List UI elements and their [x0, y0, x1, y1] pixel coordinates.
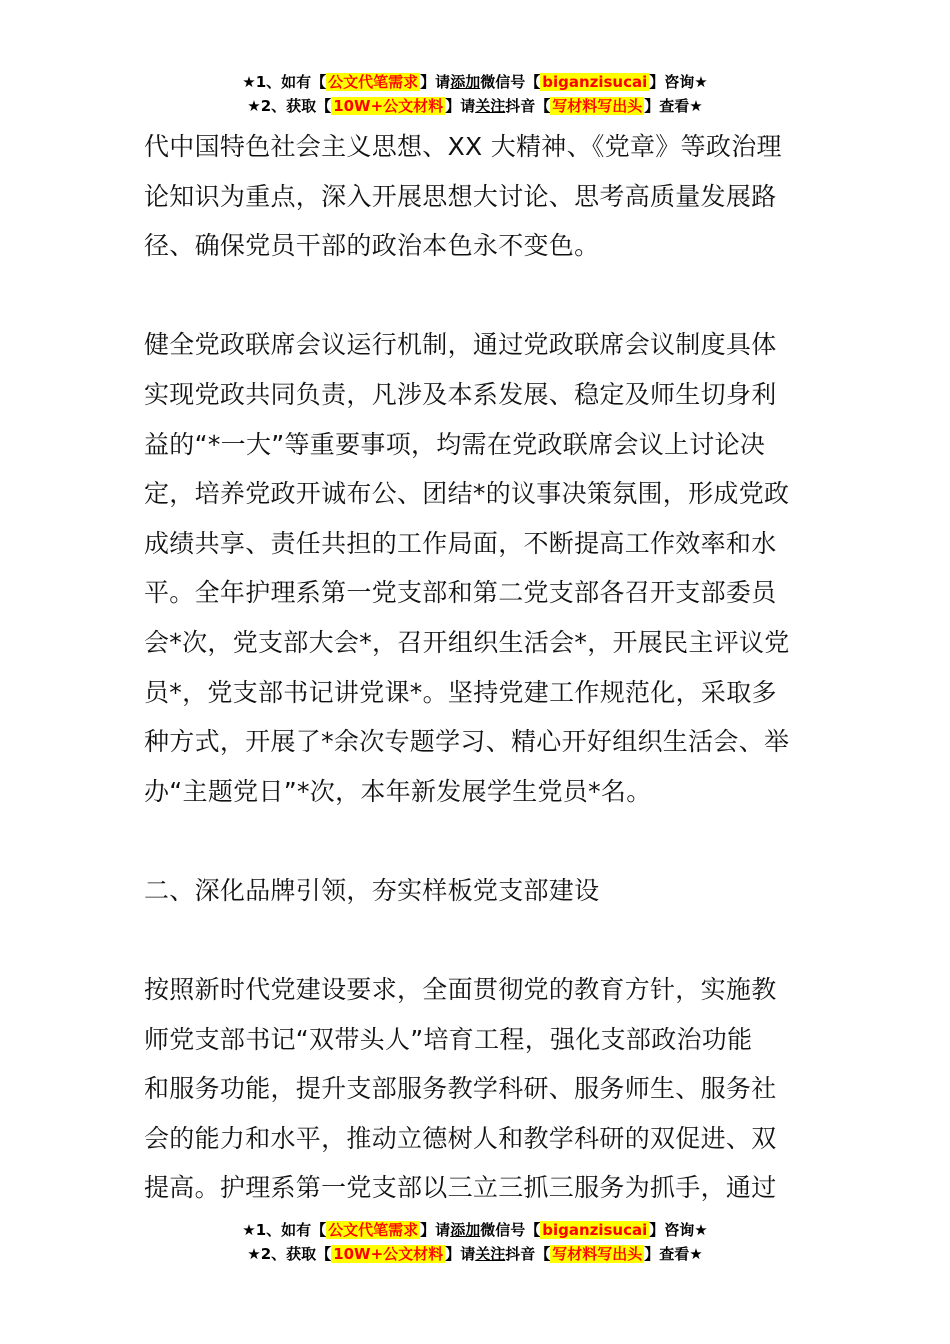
text-line: 种方式，开展了*余次专题学习、精心开好组织生活会、举	[144, 727, 790, 757]
text-line: 师党支部书记“双带头人”培育工程，强化支部政治功能	[144, 1024, 753, 1054]
text-line: 成绩共享、责任共担的工作局面，不断提高工作效率和水	[144, 528, 777, 558]
text-line: 和服务功能，提升支部服务教学科研、服务师生、服务社	[144, 1074, 777, 1104]
highlight-douyin: 写材料写出头	[552, 1245, 643, 1263]
text-line: 定，培养党政开诚布公、团结*的议事决策氛围，形成党政	[144, 479, 790, 509]
highlight-service: 公文代笔需求	[328, 73, 419, 91]
text-line: 按照新时代党建设要求，全面贯彻党的教育方针，实施教	[144, 975, 777, 1005]
text-line: 员*，党支部书记讲党课*。坚持党建工作规范化，采取多	[144, 677, 777, 707]
text-line: 健全党政联席会议运行机制，通过党政联席会议制度具体	[144, 330, 777, 360]
highlight-wechat-id: biganzisucai	[542, 73, 648, 91]
text-line: 代中国特色社会主义思想、XX 大精神、《党章》等政治理	[144, 132, 782, 161]
highlight-materials: 10W+公文材料	[333, 1245, 444, 1263]
banner-line-1: ★1、如有【 公文代笔需求 】请添加微信号【 biganzisucai 】咨询★	[242, 73, 708, 91]
section-heading: 二、深化品牌引领，夯实样板党支部建设	[144, 875, 600, 905]
text-line: 论知识为重点，深入开展思想大讨论、思考高质量发展路	[144, 181, 777, 211]
text-line: 会*次，党支部大会*，召开组织生活会*，开展民主评议党	[144, 627, 790, 657]
header-banner	[0, 70, 950, 118]
highlight-douyin: 写材料写出头	[552, 97, 643, 115]
banner-line-2: ★2、获取【 10W+公文材料 】请关注抖音【 写材料写出头 】查看★	[247, 97, 703, 115]
text-line: 会的能力和水平，推动立德树人和教学科研的双促进、双	[144, 1123, 777, 1153]
footer-banner	[0, 1218, 950, 1266]
text-line: 实现党政共同负责，凡涉及本系发展、稳定及师生切身利	[144, 379, 777, 409]
highlight-wechat-id: biganzisucai	[542, 1221, 648, 1239]
text-line: 平。全年护理系第一党支部和第二党支部各召开支部委员	[144, 578, 777, 608]
text-line: 办“主题党日”*次，本年新发展学生党员*名。	[144, 776, 652, 806]
document-body	[144, 122, 808, 1213]
highlight-service: 公文代笔需求	[328, 1221, 419, 1239]
highlight-materials: 10W+公文材料	[333, 97, 444, 115]
banner-line-1: ★1、如有【 公文代笔需求 】请添加微信号【 biganzisucai 】咨询★	[242, 1221, 708, 1239]
text-line: 益的“*一大”等重要事项，均需在党政联席会议上讨论决	[144, 429, 766, 459]
text-line: 提高。护理系第一党支部以三立三抓三服务为抓手，通过	[144, 1173, 777, 1203]
banner-line-2: ★2、获取【 10W+公文材料 】请关注抖音【 写材料写出头 】查看★	[247, 1245, 703, 1263]
text-line: 径、确保党员干部的政治本色永不变色。	[144, 231, 600, 261]
